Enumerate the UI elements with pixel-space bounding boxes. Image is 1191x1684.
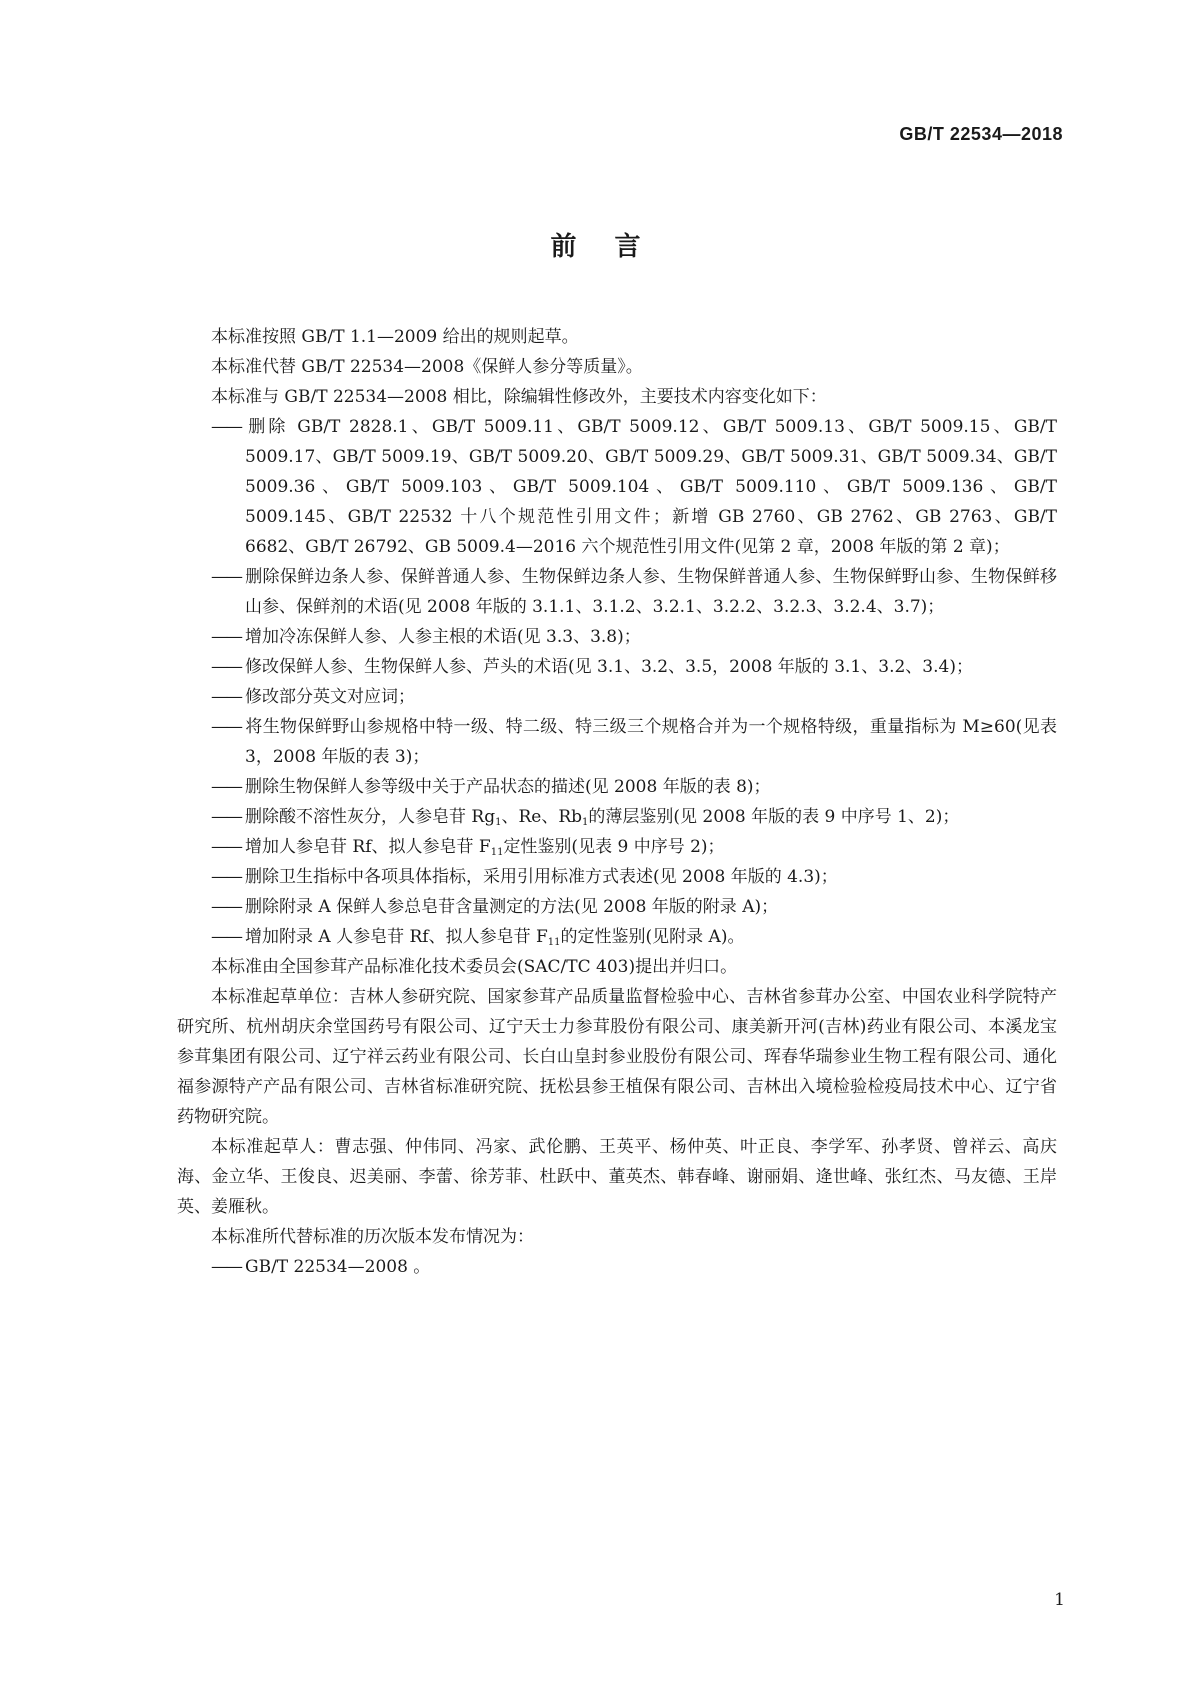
dash-marker: —— bbox=[211, 807, 241, 827]
paragraph-drafters: 本标准起草人：曹志强、仲伟同、冯家、武伦鹏、王英平、杨仲英、叶正良、李学军、孙孝贤、曾祥云、高庆海、金立华、王俊良、迟美丽、李蕾、徐芳菲、杜跃中、董英杰、韩春峰、谢丽娟、逄世峰、张红杰、马友德、王岸英、姜雁秋。 bbox=[177, 1137, 1057, 1217]
list-item bbox=[211, 622, 1057, 652]
list-item-text: 、Re、Rb bbox=[501, 807, 583, 827]
paragraph-replaces: 本标准代替 GB/T 22534—2008《保鲜人参分等质量》。 bbox=[211, 357, 643, 377]
dash-marker: —— bbox=[211, 897, 241, 917]
history-item-text: GB/T 22534—2008 。 bbox=[245, 1257, 431, 1277]
list-item-text: 的定性鉴别(见附录 A)。 bbox=[560, 927, 745, 947]
list-item bbox=[211, 412, 1057, 562]
subscript: 11 bbox=[547, 937, 561, 948]
dash-marker: —— bbox=[211, 657, 241, 677]
subscript: 11 bbox=[490, 847, 504, 858]
list-item-text: 增加冷冻保鲜人参、人参主根的术语(见 3.3、3.8)； bbox=[245, 627, 641, 647]
list-item-text: 定性鉴别(见表 9 中序号 2)； bbox=[503, 837, 725, 857]
list-item bbox=[211, 892, 1057, 922]
document-body bbox=[177, 322, 1057, 1282]
dash-marker: —— bbox=[211, 777, 241, 797]
list-item-text: 删除附录 A 保鲜人参总皂苷含量测定的方法(见 2008 年版的附录 A)； bbox=[245, 897, 779, 917]
list-item bbox=[211, 832, 1057, 862]
dash-marker: —— bbox=[211, 717, 241, 737]
paragraph-technical-committee: 本标准由全国参茸产品标准化技术委员会(SAC/TC 403)提出并归口。 bbox=[211, 957, 738, 977]
list-item bbox=[211, 802, 1057, 832]
dash-marker: —— bbox=[211, 567, 241, 587]
dash-marker: —— bbox=[211, 1257, 241, 1277]
list-item-text: 删除生物保鲜人参等级中关于产品状态的描述(见 2008 年版的表 8)； bbox=[245, 777, 771, 797]
paragraph-changes-intro: 本标准与 GB/T 22534—2008 相比，除编辑性修改外，主要技术内容变化如下： bbox=[211, 387, 827, 407]
history-item bbox=[211, 1252, 1057, 1282]
dash-marker: —— bbox=[211, 867, 241, 887]
page-number: 1 bbox=[1054, 1590, 1065, 1610]
list-item-text: 修改保鲜人参、生物保鲜人参、芦头的术语(见 3.1、3.2、3.5，2008 年版的 3.1、3.2、3.4)； bbox=[245, 657, 973, 677]
list-item-text: 增加附录 A 人参皂苷 Rf、拟人参皂苷 F bbox=[245, 927, 548, 947]
paragraph-drafting-rules: 本标准按照 GB/T 1.1—2009 给出的规则起草。 bbox=[211, 327, 579, 347]
list-item bbox=[211, 772, 1057, 802]
list-item-text: 删除卫生指标中各项具体指标，采用引用标准方式表述(见 2008 年版的 4.3)； bbox=[245, 867, 838, 887]
list-item bbox=[211, 682, 1057, 712]
list-item-text: 修改部分英文对应词； bbox=[245, 687, 415, 707]
list-item-text: 将生物保鲜野山参规格中特一级、特二级、特三级三个规格合并为一个规格特级，重量指标为 M≥60(见表 3，2008 年版的表 3)； bbox=[245, 717, 1057, 767]
dash-marker: —— bbox=[211, 417, 241, 437]
list-item-text: 删除 GB/T 2828.1、GB/T 5009.11、GB/T 5009.12、GB/T 5009.13、GB/T 5009.15、GB/T 5009.17、GB/T 5009.19、GB/T 5009.20、GB/T 5009.29、GB/T 5009.31、GB/T 5009.34、GB/T 5009.36、GB/T 5009.103、GB/T 5009.104、GB/T 5009.110、GB/T 5009.136、GB/T 5009.145、GB/T 22532 十八个规范性引用文件；新增 GB 2760、GB 2762、GB 2763、GB/T 6682、GB/T 26792、GB 5009.4—2016 六个规范性引用文件(见第 2 章，2008 年版的第 2 章)； bbox=[245, 417, 1057, 557]
standard-code: GB/T 22534—2018 bbox=[899, 124, 1063, 144]
page-title: 前言 bbox=[550, 232, 679, 262]
subscript: 1 bbox=[495, 817, 502, 828]
list-item bbox=[211, 562, 1057, 622]
subscript: 1 bbox=[582, 817, 589, 828]
paragraph-version-history: 本标准所代替标准的历次版本发布情况为： bbox=[211, 1227, 534, 1247]
dash-marker: —— bbox=[211, 687, 241, 707]
list-item bbox=[211, 862, 1057, 892]
list-item-text: 增加人参皂苷 Rf、拟人参皂苷 F bbox=[245, 837, 491, 857]
paragraph-drafting-units: 本标准起草单位：吉林人参研究院、国家参茸产品质量监督检验中心、吉林省参茸办公室、中国农业科学院特产研究所、杭州胡庆余堂国药号有限公司、辽宁天士力参茸股份有限公司、康美新开河(吉林)药业有限公司、本溪龙宝参茸集团有限公司、辽宁祥云药业有限公司、长白山皇封参业股份有限公司、珲春华瑞参业生物工程有限公司、通化福参源特产产品有限公司、吉林省标准研究院、抚松县参王植保有限公司、吉林出入境检验检疫局技术中心、辽宁省药物研究院。 bbox=[177, 987, 1057, 1127]
list-item-text: 删除酸不溶性灰分，人参皂苷 Rg bbox=[245, 807, 496, 827]
list-item bbox=[211, 712, 1057, 772]
dash-marker: —— bbox=[211, 927, 241, 947]
dash-marker: —— bbox=[211, 627, 241, 647]
dash-marker: —— bbox=[211, 837, 241, 857]
list-item bbox=[211, 922, 1057, 952]
list-item-text: 删除保鲜边条人参、保鲜普通人参、生物保鲜边条人参、生物保鲜普通人参、生物保鲜野山参、生物保鲜移山参、保鲜剂的术语(见 2008 年版的 3.1.1、3.1.2、3.2.1、3.2.2、3.2.3、3.2.4、3.7)； bbox=[245, 567, 1057, 617]
list-item-text: 的薄层鉴别(见 2008 年版的表 9 中序号 1、2)； bbox=[588, 807, 960, 827]
list-item bbox=[211, 652, 1057, 682]
